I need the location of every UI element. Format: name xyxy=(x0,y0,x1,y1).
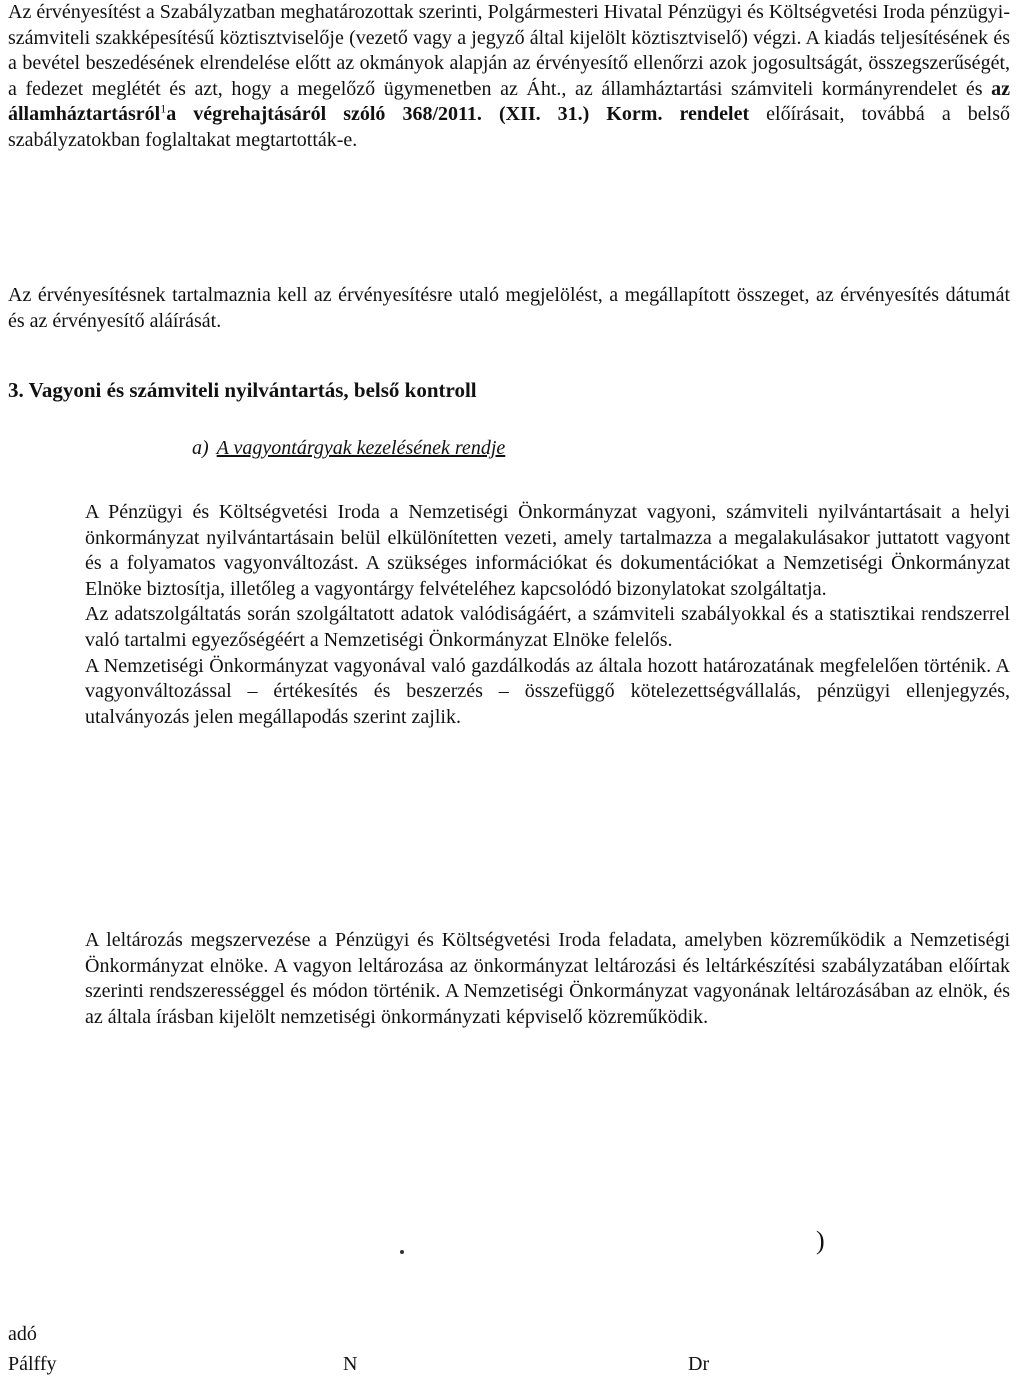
paragraph-inventory: A leltározás megszervezése a Pénzügyi és Költségvetési Iroda feladata, amelyben közreműködik a Nemzetiségi Önkormányzat elnöke. A vagyon leltározása az önkormányzat leltározási és leltárkészítési szabályzatában előírtak szerinti rendszerességgel és módon történik. A Nemzetiségi Önkormányzat vagyonának leltározásában az elnök, és az általa írásban kijelölt nemzetiségi önkormányzati képviselő közreműködik. xyxy=(85,929,1010,1028)
subsection-label: a) xyxy=(192,437,209,459)
paragraph-block: A Nemzetiségi Önkormányzat vagyonával való gazdálkodás az általa hozott határozatának megfelelően történik. A vagyonváltozással – értékesítés és beszerzés – összefüggő kötelezettségvállalás, pénzügyi ellenjegyzés, utalványozás jelen megállapodás szerint zajlik. xyxy=(85,654,1010,728)
paragraph-validation-rules xyxy=(8,0,1010,154)
paragraph-asset-records xyxy=(85,500,1010,730)
stray-paren-mark: ) xyxy=(816,1226,825,1255)
footer-name-right: Dr xyxy=(688,1353,710,1375)
bold-law-reference: az államháztartásról xyxy=(8,77,1010,126)
subsection-heading xyxy=(192,436,505,462)
paragraph-text-end: előírásait, továbbá a belső szabályzatokban foglaltakat megtartották-e. xyxy=(8,103,1010,151)
section-heading: 3. Vagyoni és számviteli nyilvántartás, belső kontroll xyxy=(8,378,477,402)
footer-name-left: Pálffy xyxy=(8,1353,57,1375)
paragraph-block: Az adatszolgáltatás során szolgáltatott adatok valódiságáért, a számviteli szabályokkal és a statisztikai rendszerrel való tartalmi egyezőségéért a Nemzetiségi Önkormányzat Elnöke felelős. xyxy=(85,603,1010,651)
paragraph-validation-content: Az érvényesítésnek tartalmaznia kell az érvényesítésre utaló megjelölést, a megállapított összeget, az érvényesítés dátumát és az érvényesítő aláírását. xyxy=(8,284,1010,332)
bold-decree-reference: a végrehajtásáról szóló 368/2011. (XII. 31.) Korm. rendelet xyxy=(166,103,750,126)
paragraph-text: Az érvényesítést a Szabályzatban meghatározottak szerinti, Polgármesteri Hivatal Pénzügyi és Költségvetési Iroda pénzügyi-számviteli szakképesítésű köztisztviselője (vezető vagy a jegyző által kijelölt köztisztviselő) végzi. A kiadás teljesítésének és a bevétel beszedésének elrendelése előtt az okmányok alapján az érvényesítő ellenőrzi azok jogosultságát, összegszerűségét, a fedezet meglétét és azt, hogy a megelőző ügymenetben az Áht., az államháztartási számviteli kormányrendelet és xyxy=(8,1,1010,100)
paragraph-block: A Pénzügyi és Költségvetési Iroda a Nemzetiségi Önkormányzat vagyoni, számviteli nyilvántartásait a helyi önkormányzat nyilvántartásain belül elkülönítetten vezeti, amely tartalmazza a megalakulásakor juttatott vagyont és a folyamatos vagyonváltozást. A szükséges információkat és dokumentációkat a Nemzetiségi Önkormányzat Elnöke biztosítja, illetőleg a vagyontárgy felvételéhez kapcsolódó bizonylatokat szolgáltatja. xyxy=(85,501,1010,600)
stray-dot-mark xyxy=(400,1250,404,1254)
footer-name-middle: N xyxy=(343,1353,358,1375)
subsection-title: A vagyontárgyak kezelésének rendje xyxy=(216,437,506,459)
footer-text-fragment: adó xyxy=(8,1323,37,1345)
footnote-marker: 1 xyxy=(160,101,167,116)
